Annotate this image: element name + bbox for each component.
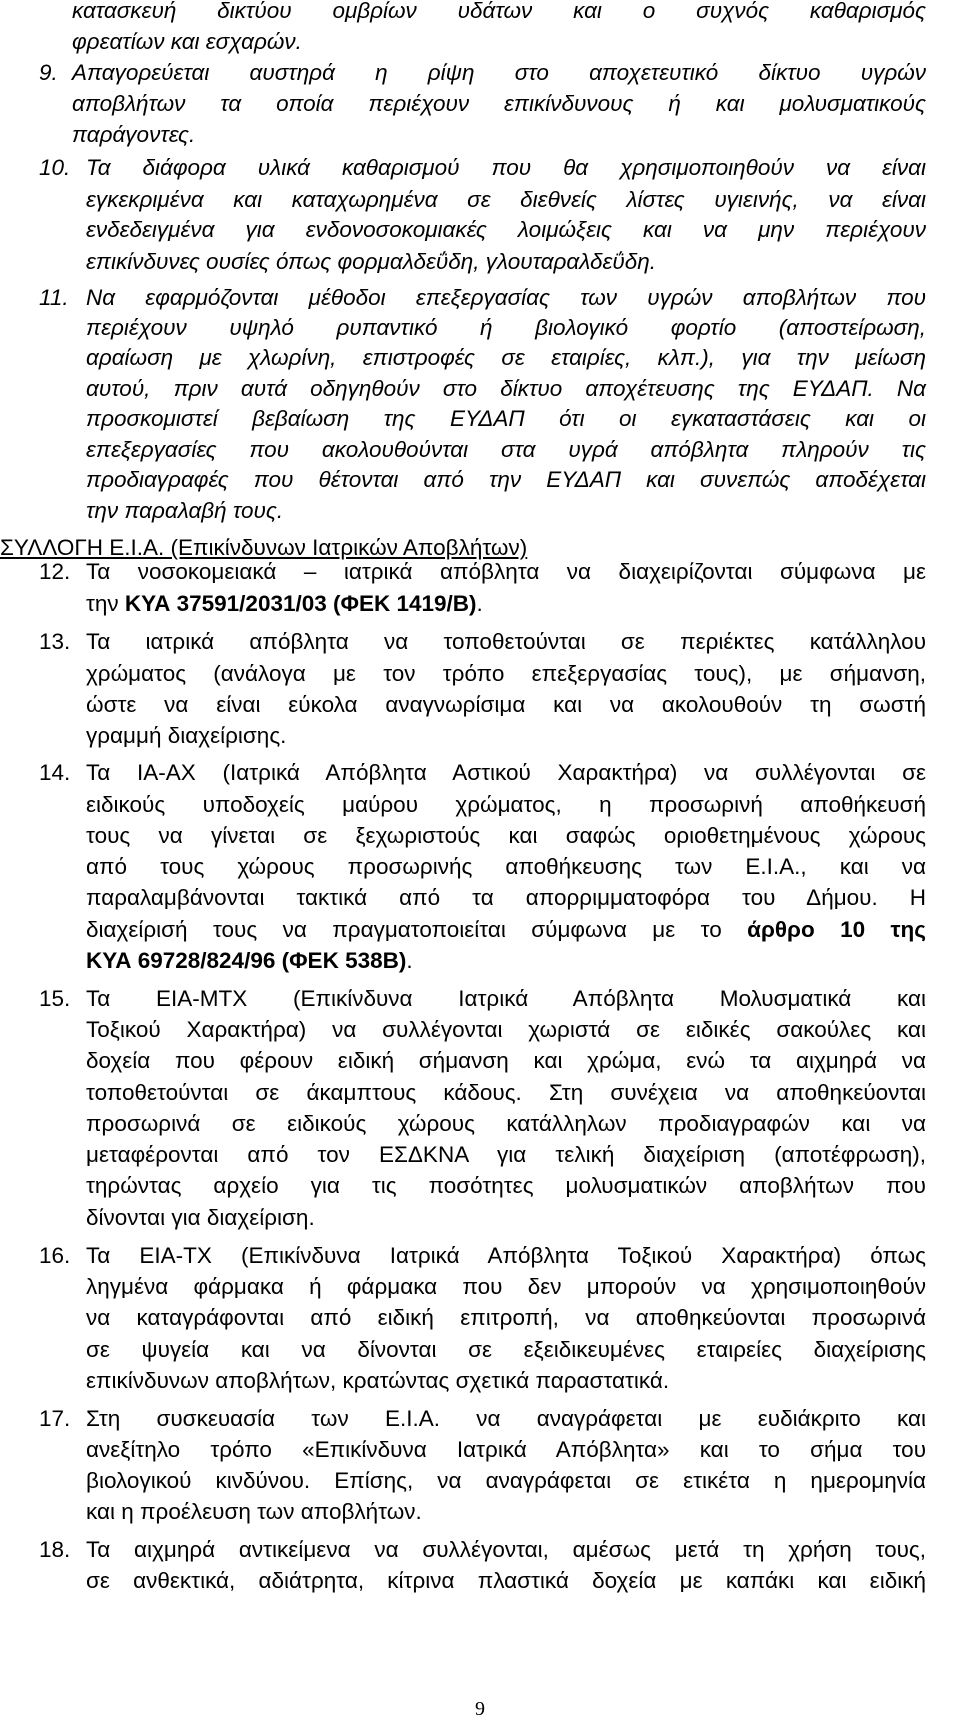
item-10-line-2: εγκεκριμένα και καταχωρημένα σε διεθνείς λίστες υγιεινής, να είναι (86, 187, 926, 212)
item-10-line-3: ενδεδειγμένα για ενδονοσοκομιακές λοιμώξεις και να μην περιέχουν (86, 217, 926, 242)
intro-line-1: κατασκευή δικτύου ομβρίων υδάτων και ο συχνός καθαρισμός (72, 0, 926, 23)
item-15-line-5: προσωρινά σε ειδικούς χώρους κατάλληλων προδιαγραφών και να (86, 1111, 926, 1136)
section-heading: ΣΥΛΛΟΓΗ Ε.Ι.Α. (Επικίνδυνων Ιατρικών Αποβλήτων) (0, 535, 528, 560)
item-12-line-2 (86, 589, 483, 618)
item-11-number: 11. (39, 285, 69, 310)
item-16-line-4: σε ψυγεία και να δίνονται σε εξειδικευμένες εταιρείες διαχείρισης (86, 1337, 926, 1362)
item-14-line-4: από τους χώρους προσωρινής αποθήκευσης των Ε.Ι.Α., και να (86, 854, 926, 879)
item-15-line-4: τοποθετούνται σε άκαμπτους κάδους. Στη συνέχεια να αποθηκεύονται (86, 1080, 926, 1105)
item-14-line-7 (86, 946, 413, 975)
item-14-line-6-text: διαχείρισή τους να πραγματοποιείται σύμφωνα με το (86, 917, 748, 942)
item-15-line-3: δοχεία που φέρουν ειδική σήμανση και χρώμα, ενώ τα αιχμηρά να (86, 1048, 926, 1073)
item-18-line-2: σε ανθεκτικά, αδιάτρητα, κίτρινα πλαστικά δοχεία με καπάκι και ειδική (86, 1568, 926, 1593)
item-11-line-4: αυτού, πριν αυτά οδηγηθούν στο δίκτυο αποχέτευσης της ΕΥΔΑΠ. Να (86, 376, 926, 401)
item-15-line-6: μεταφέρονται από τον ΕΣΔΚΝΑ για τελική διαχείριση (αποτέφρωση), (86, 1142, 926, 1167)
item-14-line-1: Τα ΙΑ-ΑΧ (Ιατρικά Απόβλητα Αστικού Χαρακτήρα) να συλλέγονται σε (86, 760, 926, 785)
item-9-line-3: παράγοντες. (72, 122, 196, 147)
item-16-line-1: Τα ΕΙΑ-ΤΧ (Επικίνδυνα Ιατρικά Απόβλητα Τοξικού Χαρακτήρα) όπως (86, 1243, 926, 1268)
item-13-line-1: Τα ιατρικά απόβλητα να τοποθετούνται σε περιέκτες κατάλληλου (86, 629, 926, 654)
item-15-number: 15. (39, 986, 71, 1011)
item-14-line-2: ειδικούς υποδοχείς μαύρου χρώματος, η προσωρινή αποθήκευσή (86, 792, 926, 817)
item-14-article-reference: άρθρο 10 της (747, 917, 927, 942)
item-11-line-3: αραίωση με χλωρίνη, επιστροφές σε εταιρίες, κλπ.), για την μείωση (86, 345, 926, 370)
item-15-line-1: Τα ΕΙΑ-ΜΤΧ (Επικίνδυνα Ιατρικά Απόβλητα Μολυσματικά και (86, 986, 926, 1011)
item-10-line-1: Τα διάφορα υλικά καθαρισμού που θα χρησιμοποιηθούν να είναι (86, 155, 926, 180)
item-12-kya-reference: ΚΥΑ 37591/2031/03 (ΦΕΚ 1419/Β) (124, 591, 477, 616)
item-12-line-2-text: την (86, 591, 125, 616)
item-11-line-8: την παραλαβή τους. (86, 498, 284, 523)
item-9-number: 9. (39, 60, 58, 85)
item-16-line-3: να καταγράφονται από ειδική επιτροπή, να αποθηκεύονται προσωρινά (86, 1305, 926, 1330)
item-12-number: 12. (39, 559, 71, 584)
item-16-line-2: ληγμένα φάρμακα ή φάρμακα που δεν μπορούν να χρησιμοποιηθούν (86, 1274, 926, 1299)
item-13-line-3: ώστε να είναι εύκολα αναγνωρίσιμα και να ακολουθούν τη σωστή (86, 692, 926, 717)
item-14-kya-reference: ΚΥΑ 69728/824/96 (ΦΕΚ 538Β) (86, 948, 407, 973)
item-15-line-8: δίνονται για διαχείριση. (86, 1205, 315, 1230)
item-10-number: 10. (39, 155, 71, 180)
item-10-line-4: επικίνδυνες ουσίες όπως φορμαλδεΰδη, γλουταραλδεΰδη. (86, 249, 657, 274)
item-14-number: 14. (39, 760, 71, 785)
item-14-line-7-end: . (406, 948, 413, 973)
item-16-line-5: επικίνδυνων αποβλήτων, κρατώντας σχετικά παραστατικά. (86, 1368, 670, 1393)
item-12-line-1: Τα νοσοκομειακά – ιατρικά απόβλητα να διαχειρίζονται σύμφωνα με (86, 559, 926, 584)
item-12-line-2-end: . (476, 591, 483, 616)
item-11-line-7: προδιαγραφές που θέτονται από την ΕΥΔΑΠ και συνεπώς αποδέχεται (86, 467, 926, 492)
item-18-line-1: Τα αιχμηρά αντικείμενα να συλλέγονται, αμέσως μετά τη χρήση τους, (86, 1537, 926, 1562)
item-17-line-2: ανεξίτηλο τρόπο «Επικίνδυνα Ιατρικά Απόβλητα» και το σήμα του (86, 1437, 926, 1462)
item-13-line-4: γραμμή διαχείρισης. (86, 723, 287, 748)
item-17-line-4: και η προέλευση των αποβλήτων. (86, 1499, 422, 1524)
item-11-line-6: επεξεργασίες που ακολουθούνται στα υγρά απόβλητα πληρούν τις (86, 437, 926, 462)
page-number: 9 (475, 1698, 485, 1720)
item-18-number: 18. (39, 1537, 71, 1562)
item-16-number: 16. (39, 1243, 71, 1268)
item-15-line-7: τηρώντας αρχείο για τις ποσότητες μολυσματικών αποβλήτων που (86, 1173, 926, 1198)
item-11-line-5: προσκομιστεί βεβαίωση της ΕΥΔΑΠ ότι οι εγκαταστάσεις και οι (86, 406, 926, 431)
item-13-number: 13. (39, 629, 71, 654)
item-17-line-3: βιολογικού κινδύνου. Επίσης, να αναγράφεται σε ετικέτα η ημερομηνία (86, 1468, 926, 1493)
item-13-line-2: χρώματος (ανάλογα με τον τρόπο επεξεργασίας τους), με σήμανση, (86, 661, 926, 686)
item-15-line-2: Τοξικού Χαρακτήρα) να συλλέγονται χωριστά σε ειδικές σακούλες και (86, 1017, 926, 1042)
item-11-line-2: περιέχουν υψηλό ρυπαντικό ή βιολογικό φορτίο (αποστείρωση, (86, 315, 926, 340)
item-14-line-5: παραλαμβάνονται τακτικά από τα απορριμματοφόρα του Δήμου. Η (86, 885, 926, 910)
intro-line-2: φρεατίων και εσχαρών. (72, 29, 302, 54)
item-14-line-3: τους να γίνεται σε ξεχωριστούς και σαφώς οριοθετημένους χώρους (86, 823, 926, 848)
item-9-line-1: Απαγορεύεται αυστηρά η ρίψη στο αποχετευτικό δίκτυο υγρών (72, 60, 926, 85)
item-17-number: 17. (39, 1406, 71, 1431)
item-17-line-1: Στη συσκευασία των Ε.Ι.Α. να αναγράφεται με ευδιάκριτο και (86, 1406, 926, 1431)
item-11-line-1: Να εφαρμόζονται μέθοδοι επεξεργασίας των υγρών αποβλήτων που (86, 285, 926, 310)
item-9-line-2: αποβλήτων τα οποία περιέχουν επικίνδυνους ή και μολυσματικούς (72, 91, 926, 116)
item-14-line-6 (86, 915, 926, 944)
